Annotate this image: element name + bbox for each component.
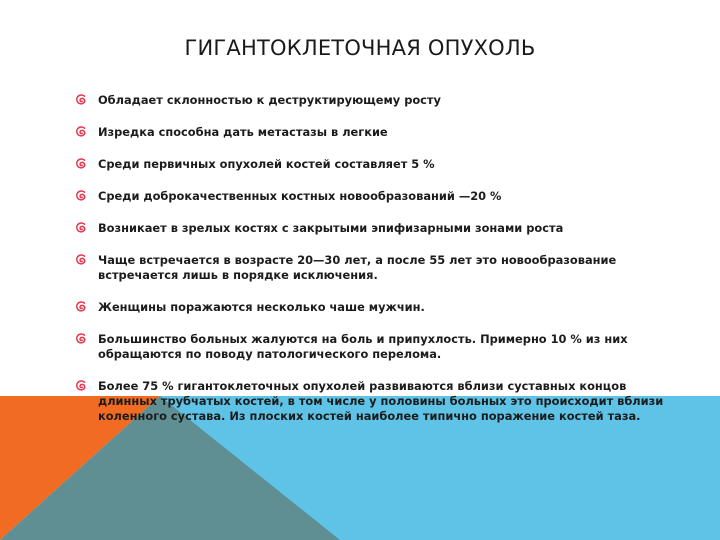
bullet-item [74, 189, 674, 204]
bullet-text: Среди доброкачественных костных новообразований —20 % [98, 189, 502, 203]
bullet-item [74, 157, 674, 172]
bullet-item [74, 221, 674, 236]
bullet-text: Большинство больных жалуются на боль и припухлость. Примерно 10 % из них обращаются по поводу патологического перелома. [98, 332, 628, 361]
bullet-list [74, 93, 674, 441]
bullet-item [74, 332, 674, 362]
bullet-text: Женщины поражаются несколько чаше мужчин. [98, 300, 425, 314]
swirl-bullet-icon [74, 93, 88, 107]
bullet-text: Изредка способна дать метастазы в легкие [98, 125, 388, 139]
bullet-item [74, 253, 674, 283]
bullet-item [74, 379, 674, 424]
bullet-text: Возникает в зрелых костях с закрытыми эпифизарными зонами роста [98, 221, 564, 235]
bullet-text: Чаще встречается в возрасте 20—30 лет, а после 55 лет это новообразование встречается лишь в порядке исключения. [98, 253, 617, 282]
bullet-item [74, 125, 674, 140]
bullet-text: Среди первичных опухолей костей составляет 5 % [98, 157, 435, 171]
bullet-item [74, 93, 674, 108]
bullet-item [74, 300, 674, 315]
swirl-bullet-icon [74, 221, 88, 235]
slide-title: ГИГАНТОКЛЕТОЧНАЯ ОПУХОЛЬ [184, 36, 536, 60]
swirl-bullet-icon [74, 125, 88, 139]
swirl-bullet-icon [74, 300, 88, 314]
swirl-bullet-icon [74, 253, 88, 267]
swirl-bullet-icon [74, 332, 88, 346]
swirl-bullet-icon [74, 379, 88, 393]
swirl-bullet-icon [74, 189, 88, 203]
bullet-text: Более 75 % гигантоклеточных опухолей развиваются вблизи суставных концов длинных трубчатых костей, в том числе у половины больных это происходит вблизи коленного сустава. Из плоских костей наиболее типично поражение костей таза. [98, 379, 664, 423]
swirl-bullet-icon [74, 157, 88, 171]
bullet-text: Обладает склонностью к деструктирующему росту [98, 93, 441, 107]
